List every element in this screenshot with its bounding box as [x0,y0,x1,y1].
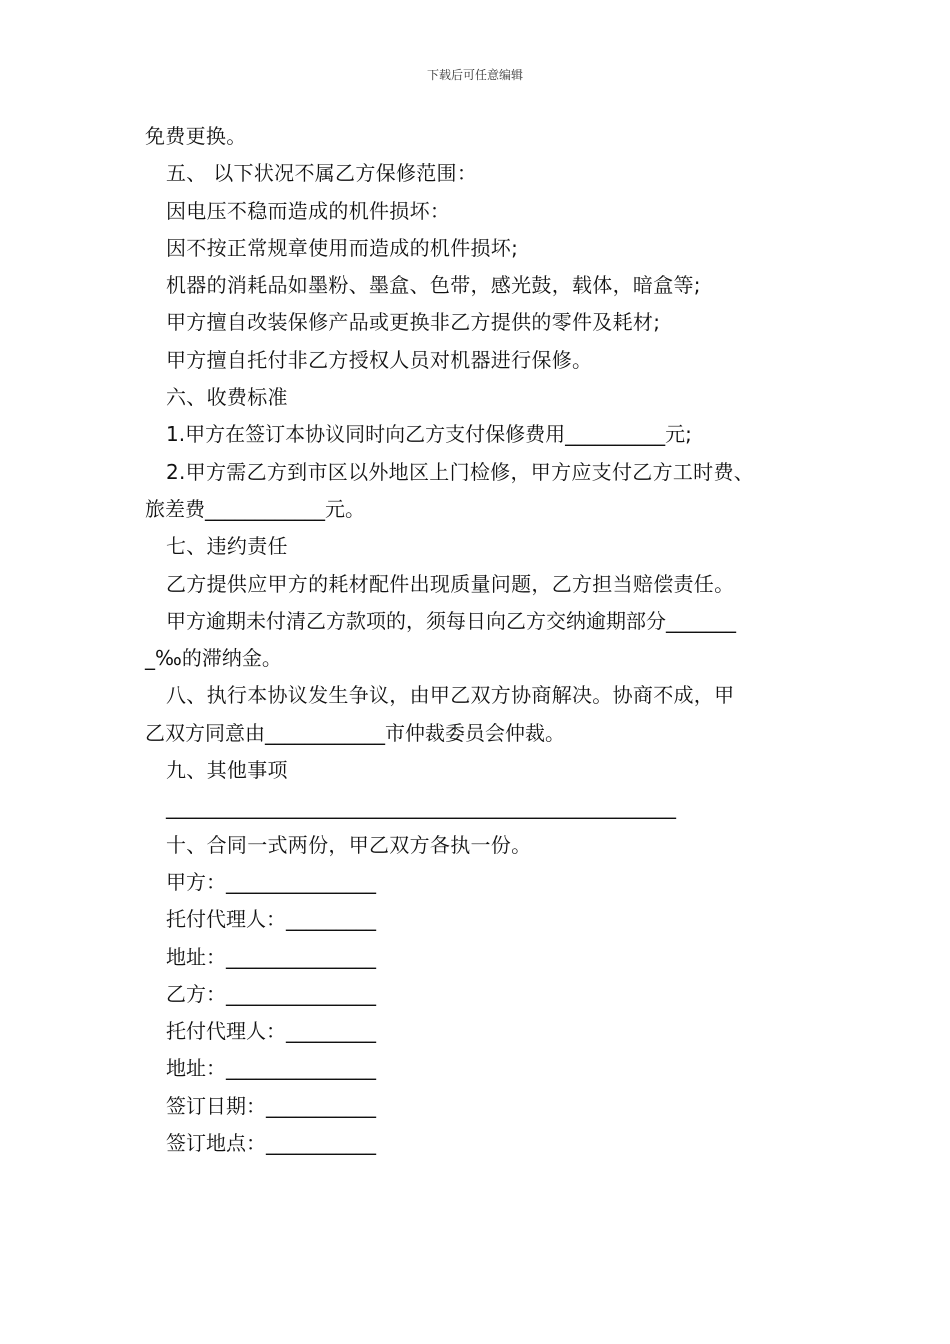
signature-party-b: 乙方：_______________ [166,981,376,1006]
signing-place: 签订地点：___________ [166,1131,376,1156]
fee-item-2: 2.甲方需乙方到市区以外地区上门检修，甲方应支付乙方工时费、 [166,459,755,484]
section-heading-6: 六、收费标准 [166,385,288,410]
section-heading-5: 五、 以下状况不属乙方保修范围： [166,161,478,186]
signature-party-b-agent: 托付代理人：_________ [166,1019,376,1044]
page-header: 下载后可任意编辑 [426,68,523,82]
dispute-clause-continued: 乙双方同意由____________市仲裁委员会仲裁。 [145,720,565,745]
other-matters-blank-line: ___________________________________________________ [166,795,676,820]
section-heading-8: 八、执行本协议发生争议，由甲乙双方协商解决。协商不成，甲 [166,683,735,708]
liability-item-late-payment: 甲方逾期未付清乙方款项的，须每日向乙方交纳逾期部分_______ [166,608,736,633]
liability-item-parts: 乙方提供应甲方的耗材配件出现质量问题，乙方担当赔偿责任。 [166,571,735,596]
signature-party-b-address: 地址：_______________ [166,1056,376,1081]
exclusion-item-voltage: 因电压不稳而造成的机件损坏： [166,198,451,223]
document-body [145,118,810,1162]
fee-item-2-continued: 旅差费____________元。 [145,496,365,521]
section-heading-9: 九、其他事项 [166,758,288,783]
exclusion-item-misuse: 因不按正常规章使用而造成的机件损坏; [166,235,519,260]
signature-party-a-address: 地址：_______________ [166,944,376,969]
signature-party-a: 甲方：_______________ [166,869,376,894]
exclusion-item-consumables: 机器的消耗品如墨粉、墨盒、色带，感光鼓，载体，暗盒等; [166,273,701,298]
section-heading-7: 七、违约责任 [166,534,288,559]
signature-party-a-agent: 托付代理人：_________ [166,907,376,932]
signing-date: 签订日期：___________ [166,1093,376,1118]
fee-item-1: 1.甲方在签订本协议同时向乙方支付保修费用__________元; [166,422,692,447]
exclusion-item-modification: 甲方擅自改装保修产品或更换非乙方提供的零件及耗材; [166,310,661,335]
liability-item-late-payment-continued: _‰的滞纳金。 [145,646,282,671]
exclusion-item-unauthorized-repair: 甲方擅自托付非乙方授权人员对机器进行保修。 [166,347,593,372]
paragraph-free-replacement: 免费更换。 [145,124,247,148]
section-heading-10: 十、合同一式两份，甲乙双方各执一份。 [166,832,532,857]
